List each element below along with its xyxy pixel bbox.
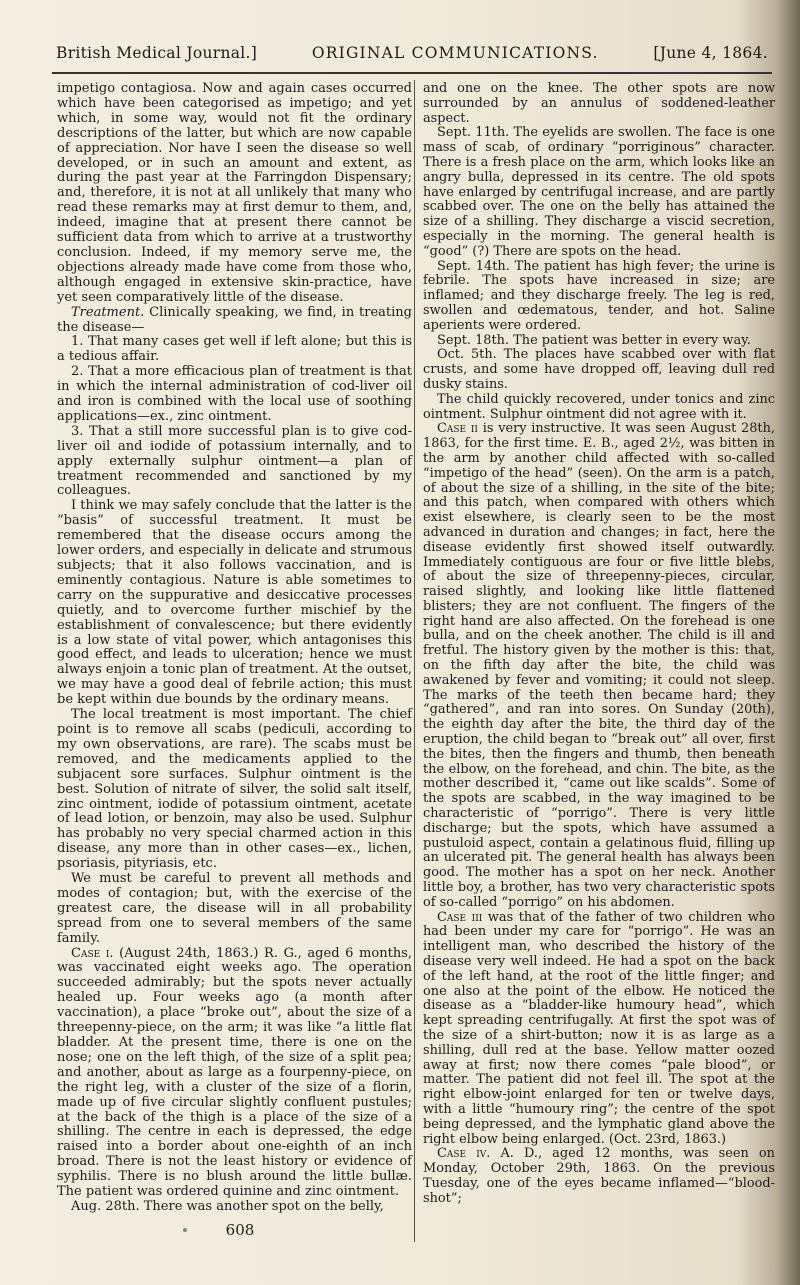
paragraph-text: was that of the father of two children who had been under my care for “porrigo”. He was an intelligent man, who described the history of the disease very well indeed. He had a spot on the back of the left hand, at the root of the little finger; and one also at the point of the elbow. He noticed the disease as a “bladder-like humoury head”, which kept spreading centrifugally. At first the spot was of the size of a shirt-button; now it is as large as a shilling, dull red at the base. Yellow matter oozed away at first; now there comes “pale blood”, or matter. The patient did not feel ill. The spot at the right elbow-joint enlarged for ten or twelve days, with a little “humoury ring”; the centre of the spot being depressed, and the lymphatic gland above the right elbow being enlarged. (Oct. 23rd, 1863.) [423,909,775,1147]
paragraph [423,393,775,423]
paragraph-text: 3. That a still more successful plan is to give cod-liver oil and iodide of potassium internally, and to apply externally sulphur ointment—a plan of treatment recommended and sanctioned by my colleagues. [57,423,412,499]
paragraph [57,708,412,872]
header-section-title: ORIGINAL COMMUNICATIONS. [311,44,599,62]
case-heading: Case iv. [437,1146,491,1162]
paragraph-text: Sept. 18th. The patient was better in every way. [437,332,751,348]
paragraph [57,947,412,1200]
paragraph-text: Sept. 14th. The patient has high fever; the urine is febrile. The spots have increased in size; are inflamed; and they discharge freely. The leg is red, swollen and œdematous, tender, and hot. Saline aperients were ordered. [423,258,775,333]
paragraph-text: 2. That a more efficacious plan of treatment is that in which the internal administration of cod-liver oil and iron is combined with the local use of soothing applications—ex., zinc ointment. [57,364,412,424]
paragraph [57,872,412,947]
header-date: [June 4, 1864. [653,44,768,62]
left-column [57,82,412,1215]
right-column [423,82,775,1207]
case-heading: Case ii [437,421,478,437]
paragraph-text: The local treatment is most important. The chief point is to remove all scabs (pediculi, according to my own observations, are rare). The scabs must be removed, and the medicaments applied to the subjacent sore surfaces. Sulphur ointment is the best. Solution of nitrate of silver, the solid salt itself, zinc ointment, iodide of potassium ointment, acetate of lead lotion, or benzoin, may also be used. Sulphur has probably no very special charmed action in this disease, any more than in other cases—ex., lichen, psoriasis, pityriasis, etc. [57,707,412,872]
paragraph [57,1200,412,1215]
paragraph-text: 1. That many cases get well if left alone; but this is a tedious affair. [57,334,412,365]
header-journal-title: British Medical Journal.] [56,44,258,62]
running-header [56,44,768,70]
paragraph [57,306,412,336]
paragraph [57,365,412,425]
column-divider [414,80,415,1242]
paragraph-text: Sept. 11th. The eyelids are swollen. The face is one mass of scab, of ordinary “porriginous” character. There is a fresh place on the arm, which looks like an angry bulla, depressed in its centre. The old spots have enlarged by centrifugal increase, and are partly scabbed over. The one on the belly has attained the size of a shilling. They discharge a viscid secretion, especially in the morning. The general health is “good” (?) There are spots on the head. [423,125,775,259]
paragraph-text: I think we may safely conclude that the latter is the “basis” of successful treatment. It must be remembered that the disease occurs among the lower orders, and especially in delicate and strumous subjects; that it also follows vaccination, and is eminently contagious. Nature is able sometimes to carry on the suppurative and desiccative processes quietly, and to overcome further mischief by the establishment of convalescence; but there evidently is a low state of vital power, which antagonises this good effect, and leads to ulceration; hence we must always enjoin a tonic plan of treatment. At the outset, we may have a good deal of febrile action; this must be kept within due bounds by the ordinary means. [57,498,412,708]
case-heading: Case iii [437,909,483,925]
header-rule [52,72,772,74]
paragraph-text: Aug. 28th. There was another spot on the belly, [71,1198,384,1214]
paragraph [423,422,775,910]
paragraph-text: (August 24th, 1863.) R. G., aged 6 months, was vaccinated eight weeks ago. The operation succeeded admirably; but the spots never actually healed up. Four weeks ago (a month after vaccination), a place “broke out”, about the size of a threepenny-piece, on the arm; it was like “a little flat bladder. At the present time, there is one on the nose; one on the left thigh, of the size of a split pea; and another, about as large as a fourpenny-piece, on the right leg, with a cluster of the size of a florin, made up of five circular slightly confluent pustules; at the back of the thigh is a place of the size of a shilling. The centre in each is depressed, the edge raised into a border about one-eighth of an inch broad. There is not the least history or evidence of syphilis. There is no blush around the little bullæ. The patient was ordered quinine and zinc ointment. [57,945,412,1200]
paragraph-text: The child quickly recovered, under tonics and zinc ointment. Sulphur ointment did not agree with it. [423,391,775,422]
paragraph [423,260,775,334]
case-heading: Case i. [71,945,114,961]
paragraph-text: A. D., aged 12 months, was seen on Monday, October 29th, 1863. On the previous Tuesday, one of the eyes became inflamed—“blood-shot”; [423,1146,775,1206]
paragraph [57,499,412,708]
paragraph [423,348,775,392]
paragraph-text: Clinically speaking, we find, in treating the disease— [57,304,412,335]
page-number: 608 [225,1221,255,1239]
paragraph-text: and one on the knee. The other spots are now surrounded by an annulus of soddened-leather aspect. [423,81,775,126]
paragraph-text: Oct. 5th. The places have scabbed over with flat crusts, and some have dropped off, leaving dull red dusky stains. [423,347,775,392]
paragraph-text: We must be careful to prevent all methods and modes of contagion; but, with the exercise of the greatest care, the disease will in all probability spread from one to several members of the same family. [57,871,412,946]
paragraph [423,334,775,349]
paragraph [423,82,775,126]
paragraph [423,911,775,1148]
paragraph [423,126,775,259]
paragraph-text: impetigo contagiosa. Now and again cases occurred which have been categorised as impetigo; and yet which, in some way, would not fit the ordinary descriptions of the latter, but which are now capable of appreciation. Nor have I seen the disease so well developed, or in such an amount and extent, as during the past year at the Farringdon Dispensary; and, therefore, it is not at all unlikely that many who read these remarks may at first demur to them, and, indeed, imagine that at present there cannot be sufficient data from which to arrive at a trustworthy conclusion. Indeed, if my memory serve me, the objections already made have come from those who, although engaged in extensive skin-practice, have yet seen comparatively little of the disease. [57,81,412,305]
paragraph [423,1147,775,1206]
section-lead: Treatment. [71,304,145,320]
paragraph [57,425,412,500]
paragraph [57,82,412,306]
paragraph-text: is very instructive. It was seen August 28th, 1863, for the first time. E. B., aged 2½, was bitten in the arm by another child affected with so-called “impetigo of the head” (seen). On the arm is a patch, of about the size of a shilling, in the site of the bite; and this patch, when compared with others which exist elsewhere, is clearly seen to be the most advanced in duration and changes; in fact, here the disease evidently first showed itself outwardly. Immediately contiguous are four or five little blebs, of about the size of threepenny-pieces, circular, raised slightly, and looking like little flattened blisters; they are not confluent. The fingers of the right hand are also affected. On the forehead is one bulla, and on the cheek another. The child is ill and fretful. The history given by the mother is this: that, on the fifth day after the bite, the child was awakened by fever and vomiting; it could not sleep. The marks of the teeth then became hard; they “gathered”, and ran into sores. On Sunday (20th), the eighth day after the bite, the third day of the eruption, the child began to “break out” all over, first the bites, then the fingers and thumb, then beneath the elbow, on the forehead, and chin. The bite, as the mother described it, “came out like scalds”. Some of the spots are scabbed, in the way imagined to be characteristic of “porrigo”. There is very little discharge; but the spots, which have assumed a pustuloid aspect, contain a gelatinous fluid, filling up an ulcerated pit. The general health has always been good. The mother has a spot on her neck. Another little boy, a brother, has two very characteristic spots of so-called “porrigo” on his abdomen. [423,421,775,910]
paragraph [57,335,412,365]
